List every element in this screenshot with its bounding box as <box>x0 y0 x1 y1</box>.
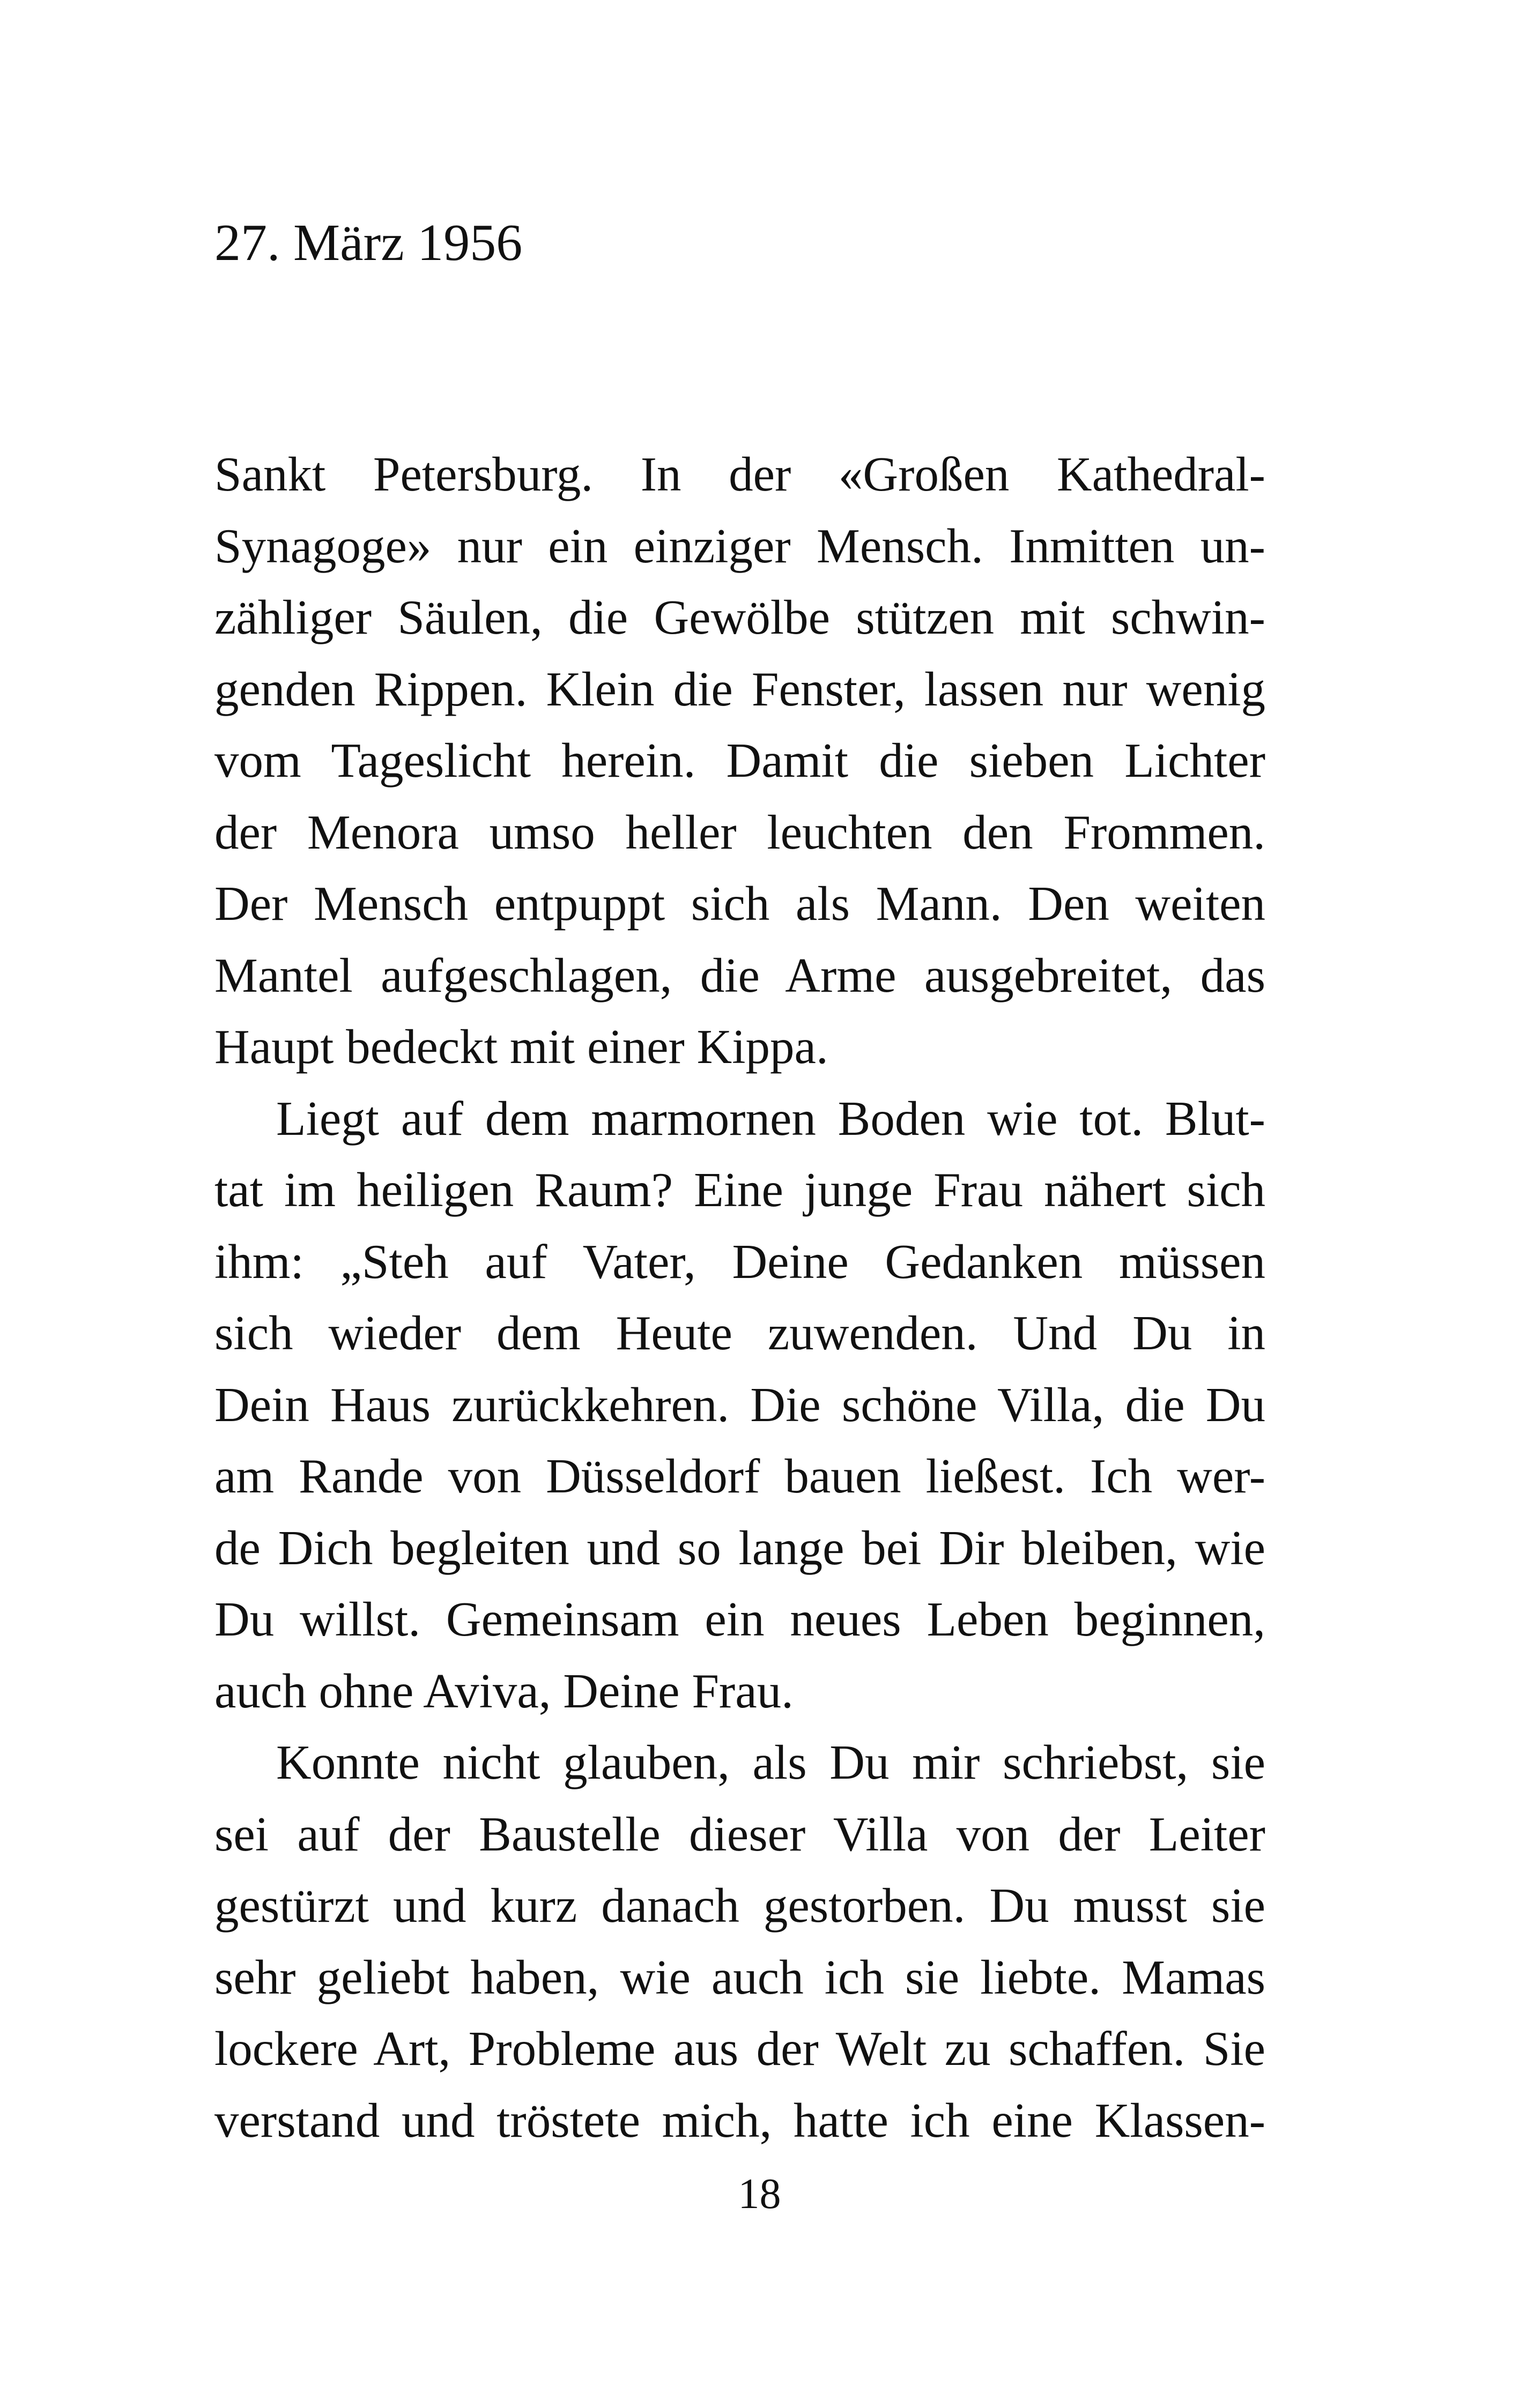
text-line: verstand und tröstete mich, hatte ich eine Klassen- <box>214 2093 1265 2147</box>
text-line: vom Tageslicht herein. Damit die sieben Lichter <box>214 733 1265 787</box>
text-line: gestürzt und kurz danach gestorben. Du musst sie <box>214 1878 1265 1933</box>
text-line: am Rande von Düsseldorf bauen ließest. Ich wer- <box>214 1449 1265 1503</box>
text-line: tat im heiligen Raum? Eine junge Frau nähert sich <box>214 1163 1265 1217</box>
chapter-date-heading: 27. März 1956 <box>214 214 523 272</box>
text-line: Sankt Petersburg. In der «Großen Kathedral- <box>214 447 1265 501</box>
body-text <box>214 439 1265 2156</box>
text-line: der Menora umso heller leuchten den Frommen. <box>214 805 1265 859</box>
text-line: Haupt bedeckt mit einer Kippa. <box>214 1020 828 1074</box>
text-line: Liegt auf dem marmornen Boden wie tot. Blut- <box>276 1091 1265 1146</box>
text-line: Du willst. Gemeinsam ein neues Leben beginnen, <box>214 1592 1265 1646</box>
text-line: de Dich begleiten und so lange bei Dir bleiben, wie <box>214 1520 1265 1575</box>
text-line: Dein Haus zurückkehren. Die schöne Villa, die Du <box>214 1377 1265 1432</box>
text-line: zähliger Säulen, die Gewölbe stützen mit schwin- <box>214 590 1265 644</box>
text-line: ihm: „Steh auf Vater, Deine Gedanken müssen <box>214 1234 1265 1289</box>
text-line: Mantel aufgeschlagen, die Arme ausgebreitet, das <box>214 948 1265 1002</box>
text-line: Konnte nicht glauben, als Du mir schriebst, sie <box>276 1735 1265 1789</box>
text-line: genden Rippen. Klein die Fenster, lassen nur wenig <box>214 662 1265 716</box>
text-line: sehr geliebt haben, wie auch ich sie liebte. Mamas <box>214 1950 1265 2004</box>
text-line: auch ohne Aviva, Deine Frau. <box>214 1663 794 1718</box>
page-number: 18 <box>738 2171 781 2218</box>
text-line: sei auf der Baustelle dieser Villa von der Leiter <box>214 1807 1265 1861</box>
text-line: sich wieder dem Heute zuwenden. Und Du in <box>214 1306 1265 1360</box>
text-line: Der Mensch entpuppt sich als Mann. Den weiten <box>214 876 1265 931</box>
text-line: lockere Art, Probleme aus der Welt zu schaffen. Sie <box>214 2021 1265 2076</box>
text-line: Synagoge» nur ein einziger Mensch. Inmitten un- <box>214 518 1265 573</box>
